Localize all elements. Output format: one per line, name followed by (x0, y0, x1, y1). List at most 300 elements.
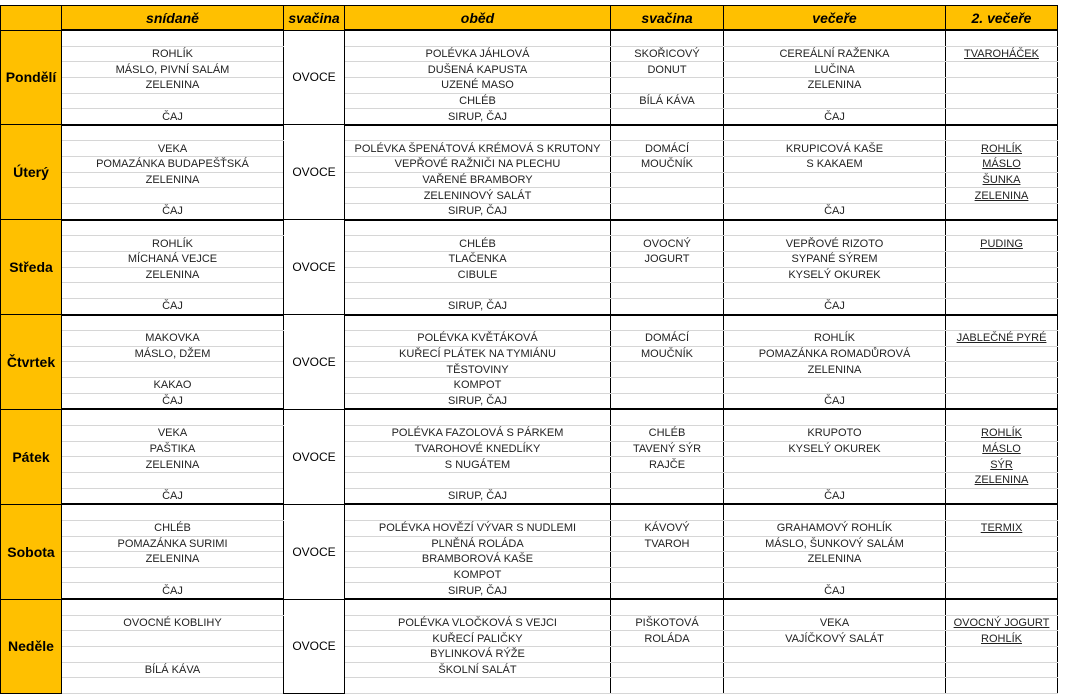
menu-row (1, 172, 1058, 188)
day-label (1, 599, 62, 693)
cell-snidane (62, 251, 284, 267)
cell-svacina-afternoon (611, 520, 724, 536)
cell-svacina-afternoon-text: TVAROH (644, 537, 690, 550)
cell-vecere (724, 472, 946, 488)
cell-obed (345, 220, 611, 236)
cell-obed (345, 662, 611, 678)
cell-druha-vecere (946, 552, 1058, 568)
morning-snack (284, 599, 345, 693)
cell-snidane-text: ZELENINA (145, 458, 200, 471)
cell-vecere-text: ZELENINA (807, 553, 862, 566)
weekly-menu-table (0, 5, 1058, 694)
cell-vecere-text: LUČINA (814, 63, 855, 76)
cell-snidane-text: ZELENINA (145, 553, 200, 566)
cell-snidane (62, 472, 284, 488)
cell-vecere (724, 520, 946, 536)
cell-vecere (724, 298, 946, 314)
header-obed: oběd (345, 6, 611, 31)
cell-obed (345, 504, 611, 520)
cell-obed (345, 346, 611, 362)
day-label (1, 504, 62, 599)
menu-row (1, 298, 1058, 314)
cell-snidane (62, 93, 284, 109)
menu-row (1, 77, 1058, 93)
cell-vecere (724, 662, 946, 678)
header-row (1, 6, 1058, 31)
cell-vecere-text: ČAJ (824, 110, 845, 123)
cell-vecere (724, 615, 946, 631)
cell-obed-text: TLAČENKA (448, 253, 507, 266)
cell-obed-text: SIRUP, ČAJ (447, 395, 508, 408)
cell-vecere-text: VEKA (819, 617, 850, 630)
cell-svacina-afternoon-text: SKOŘICOVÝ (634, 47, 700, 60)
cell-vecere-text: KYSELÝ OKUREK (788, 268, 881, 281)
menu-row (1, 583, 1058, 599)
cell-obed-text: POLÉVKA VLOČKOVÁ S VEJCI (398, 617, 557, 630)
cell-druha-vecere (946, 346, 1058, 362)
cell-svacina-afternoon (611, 77, 724, 93)
cell-svacina-afternoon (611, 172, 724, 188)
cell-snidane (62, 583, 284, 599)
cell-svacina-afternoon-text: MOUČNÍK (641, 158, 693, 171)
cell-snidane (62, 536, 284, 552)
menu-row (1, 125, 1058, 141)
cell-svacina-afternoon-text: KÁVOVÝ (644, 522, 690, 535)
cell-vecere (724, 236, 946, 252)
cell-svacina-afternoon (611, 109, 724, 125)
menu-row (1, 646, 1058, 662)
cell-snidane-text: POMAZÁNKA BUDAPEŠŤSKÁ (96, 158, 249, 171)
morning-snack (284, 409, 345, 504)
cell-svacina-afternoon (611, 662, 724, 678)
cell-svacina-afternoon (611, 615, 724, 631)
cell-obed (345, 157, 611, 173)
cell-vecere (724, 157, 946, 173)
cell-obed-text: POLÉVKA JÁHLOVÁ (425, 47, 530, 60)
menu-row (1, 457, 1058, 473)
menu-body (1, 30, 1058, 693)
cell-vecere (724, 488, 946, 504)
cell-obed (345, 298, 611, 314)
cell-obed (345, 62, 611, 78)
cell-obed (345, 646, 611, 662)
cell-vecere-text: GRAHAMOVÝ ROHLÍK (776, 522, 893, 535)
cell-vecere-text: MÁSLO, ŠUNKOVÝ SALÁM (765, 537, 904, 550)
menu-row (1, 157, 1058, 173)
cell-obed-text: SIRUP, ČAJ (447, 584, 508, 597)
cell-druha-vecere (946, 615, 1058, 631)
cell-svacina-afternoon-text: DOMÁCÍ (645, 142, 689, 155)
cell-svacina-afternoon (611, 457, 724, 473)
cell-svacina-afternoon (611, 346, 724, 362)
cell-snidane (62, 172, 284, 188)
cell-druha-vecere (946, 662, 1058, 678)
cell-svacina-afternoon-text: JOGURT (644, 253, 690, 266)
cell-svacina-afternoon (611, 599, 724, 615)
cell-svacina-afternoon-text: ROLÁDA (644, 632, 690, 645)
cell-druha-vecere-text: PUDING (980, 237, 1023, 250)
day-label-text: Sobota (7, 543, 55, 560)
cell-vecere (724, 599, 946, 615)
morning-snack-text: OVOCE (292, 354, 336, 369)
menu-row (1, 204, 1058, 220)
menu-row (1, 567, 1058, 583)
cell-snidane-text: ČAJ (162, 395, 183, 408)
cell-obed (345, 567, 611, 583)
cell-svacina-afternoon-text: PIŠKOTOVÁ (635, 617, 699, 630)
cell-obed (345, 236, 611, 252)
menu-row (1, 393, 1058, 409)
cell-obed-text: PLNĚNÁ ROLÁDA (431, 537, 524, 550)
menu-row (1, 536, 1058, 552)
cell-svacina-afternoon (611, 488, 724, 504)
cell-svacina-afternoon-text: DONUT (647, 63, 687, 76)
cell-snidane-text: MÍCHANÁ VEJCE (127, 253, 218, 266)
cell-vecere (724, 172, 946, 188)
cell-svacina-afternoon-text: TAVENÝ SÝR (632, 442, 702, 455)
cell-obed-text: SIRUP, ČAJ (447, 110, 508, 123)
morning-snack (284, 220, 345, 315)
cell-snidane (62, 236, 284, 252)
cell-snidane (62, 157, 284, 173)
cell-snidane-text: ROHLÍK (152, 237, 193, 250)
cell-vecere-text: VAJÍČKOVÝ SALÁT (785, 632, 884, 645)
cell-obed (345, 409, 611, 425)
day-label-text: Neděle (8, 638, 54, 655)
cell-vecere-text: ČAJ (824, 300, 845, 313)
day-label (1, 409, 62, 504)
cell-obed (345, 125, 611, 141)
cell-druha-vecere (946, 457, 1058, 473)
cell-obed-text: CIBULE (457, 268, 498, 281)
cell-snidane-text: PAŠTIKA (149, 442, 196, 455)
cell-vecere (724, 646, 946, 662)
cell-svacina-afternoon (611, 46, 724, 62)
cell-obed-text: UZENÉ MASO (441, 79, 514, 92)
cell-snidane (62, 457, 284, 473)
cell-svacina-afternoon (611, 93, 724, 109)
menu-row (1, 46, 1058, 62)
morning-snack (284, 504, 345, 599)
cell-obed (345, 331, 611, 347)
cell-druha-vecere-text: ŠUNKA (982, 174, 1021, 187)
cell-snidane (62, 520, 284, 536)
cell-snidane (62, 141, 284, 157)
cell-svacina-afternoon (611, 236, 724, 252)
cell-druha-vecere-text: MÁSLO (982, 158, 1021, 171)
cell-vecere-text: SYPANÉ SÝREM (791, 253, 878, 266)
cell-svacina-afternoon (611, 267, 724, 283)
cell-snidane (62, 267, 284, 283)
cell-snidane-text: ZELENINA (145, 174, 200, 187)
cell-obed (345, 172, 611, 188)
cell-druha-vecere (946, 46, 1058, 62)
cell-druha-vecere (946, 378, 1058, 394)
cell-svacina-afternoon-text: DOMÁCÍ (645, 332, 689, 345)
cell-obed-text: BYLINKOVÁ RÝŽE (430, 648, 525, 661)
cell-druha-vecere (946, 536, 1058, 552)
cell-svacina-afternoon (611, 331, 724, 347)
cell-druha-vecere (946, 393, 1058, 409)
cell-vecere (724, 30, 946, 46)
cell-svacina-afternoon-text: CHLÉB (648, 427, 686, 440)
cell-druha-vecere (946, 315, 1058, 331)
cell-obed-text: ZELENINOVÝ SALÁT (423, 189, 532, 202)
cell-obed (345, 457, 611, 473)
cell-snidane (62, 504, 284, 520)
cell-svacina-afternoon (611, 220, 724, 236)
cell-snidane-text: VEKA (157, 142, 188, 155)
cell-obed (345, 204, 611, 220)
cell-snidane-text: POMAZÁNKA SURIMI (117, 537, 228, 550)
day-label (1, 220, 62, 315)
cell-druha-vecere (946, 220, 1058, 236)
day-label (1, 315, 62, 410)
menu-row (1, 678, 1058, 694)
cell-snidane-text: VEKA (157, 427, 188, 440)
cell-vecere (724, 331, 946, 347)
cell-vecere (724, 188, 946, 204)
cell-obed (345, 472, 611, 488)
cell-vecere-text: KYSELÝ OKUREK (788, 442, 881, 455)
cell-vecere (724, 46, 946, 62)
cell-snidane (62, 125, 284, 141)
cell-obed (345, 267, 611, 283)
cell-snidane-text: ZELENINA (145, 268, 200, 281)
cell-snidane-text: MÁSLO, PIVNÍ SALÁM (115, 63, 230, 76)
cell-obed-text: POLÉVKA FAZOLOVÁ S PÁRKEM (391, 427, 564, 440)
cell-svacina-afternoon (611, 188, 724, 204)
cell-obed (345, 599, 611, 615)
cell-druha-vecere (946, 267, 1058, 283)
cell-snidane (62, 552, 284, 568)
cell-vecere (724, 504, 946, 520)
cell-snidane (62, 188, 284, 204)
cell-svacina-afternoon (611, 504, 724, 520)
day-label-text: Pondělí (5, 69, 57, 86)
menu-row (1, 504, 1058, 520)
cell-snidane-text: MÁSLO, DŽEM (134, 348, 211, 361)
cell-svacina-afternoon (611, 30, 724, 46)
menu-row (1, 188, 1058, 204)
day-label-text: Pátek (12, 448, 50, 465)
cell-snidane-text: KAKAO (153, 379, 192, 392)
cell-druha-vecere (946, 583, 1058, 599)
cell-druha-vecere (946, 472, 1058, 488)
cell-snidane (62, 204, 284, 220)
morning-snack-text: OVOCE (292, 260, 336, 275)
morning-snack-text: OVOCE (292, 165, 336, 180)
cell-snidane (62, 615, 284, 631)
cell-druha-vecere (946, 62, 1058, 78)
cell-druha-vecere (946, 409, 1058, 425)
cell-vecere (724, 315, 946, 331)
menu-row (1, 109, 1058, 125)
cell-obed (345, 315, 611, 331)
cell-obed-text: ŠKOLNÍ SALÁT (438, 663, 517, 676)
cell-snidane (62, 30, 284, 46)
cell-vecere (724, 93, 946, 109)
cell-svacina-afternoon (611, 298, 724, 314)
cell-svacina-afternoon (611, 552, 724, 568)
cell-druha-vecere (946, 488, 1058, 504)
cell-obed (345, 678, 611, 694)
cell-svacina-afternoon (611, 204, 724, 220)
cell-druha-vecere (946, 631, 1058, 647)
cell-druha-vecere (946, 678, 1058, 694)
menu-row (1, 520, 1058, 536)
day-label-text: Úterý (13, 164, 49, 181)
cell-obed-text: TVAROHOVÉ KNEDLÍKY (414, 442, 541, 455)
cell-druha-vecere-text: TERMIX (980, 522, 1023, 535)
cell-snidane (62, 393, 284, 409)
cell-obed (345, 441, 611, 457)
cell-svacina-afternoon (611, 378, 724, 394)
cell-druha-vecere (946, 236, 1058, 252)
day-label (1, 125, 62, 220)
cell-snidane-text: BÍLÁ KÁVA (144, 663, 201, 676)
cell-druha-vecere-text: JABLEČNÉ PYRÉ (956, 332, 1047, 345)
cell-svacina-afternoon (611, 125, 724, 141)
cell-vecere (724, 426, 946, 442)
cell-snidane (62, 46, 284, 62)
cell-druha-vecere (946, 646, 1058, 662)
cell-snidane (62, 378, 284, 394)
cell-vecere (724, 393, 946, 409)
cell-druha-vecere (946, 157, 1058, 173)
menu-row (1, 220, 1058, 236)
cell-druha-vecere-text: MÁSLO (982, 442, 1021, 455)
cell-obed-text: POLÉVKA HOVĚZÍ VÝVAR S NUDLEMI (378, 522, 577, 535)
cell-snidane-text: ROHLÍK (152, 47, 193, 60)
cell-druha-vecere (946, 172, 1058, 188)
menu-row (1, 331, 1058, 347)
cell-druha-vecere-text: OVOCNÝ JOGURT (953, 617, 1050, 630)
cell-vecere (724, 220, 946, 236)
cell-obed (345, 93, 611, 109)
cell-vecere (724, 267, 946, 283)
cell-obed (345, 615, 611, 631)
cell-druha-vecere (946, 504, 1058, 520)
cell-druha-vecere (946, 331, 1058, 347)
cell-obed (345, 631, 611, 647)
cell-druha-vecere (946, 426, 1058, 442)
cell-vecere-text: ČAJ (824, 205, 845, 218)
cell-druha-vecere (946, 283, 1058, 299)
corner-header (1, 6, 62, 31)
cell-obed-text: KUŘECÍ PLÁTEK NA TYMIÁNU (399, 348, 556, 361)
cell-vecere-text: KRUPICOVÁ KAŠE (785, 142, 884, 155)
cell-obed (345, 520, 611, 536)
cell-snidane-text: MAKOVKA (145, 332, 200, 345)
cell-obed-text: SIRUP, ČAJ (447, 300, 508, 313)
cell-vecere (724, 141, 946, 157)
cell-snidane (62, 283, 284, 299)
cell-snidane (62, 298, 284, 314)
cell-svacina-afternoon (611, 362, 724, 378)
cell-snidane-text: ZELENINA (145, 79, 200, 92)
cell-druha-vecere-text: ZELENINA (974, 474, 1029, 487)
morning-snack (284, 315, 345, 410)
menu-row (1, 599, 1058, 615)
cell-svacina-afternoon (611, 315, 724, 331)
cell-obed-text: SIRUP, ČAJ (447, 205, 508, 218)
cell-snidane-text: ČAJ (162, 110, 183, 123)
cell-snidane (62, 488, 284, 504)
cell-druha-vecere (946, 93, 1058, 109)
cell-obed-text: KUŘECÍ PALIČKY (432, 632, 523, 645)
cell-snidane-text: ČAJ (162, 584, 183, 597)
cell-obed-text: CHLÉB (459, 94, 496, 107)
cell-vecere-text: ROHLÍK (814, 332, 855, 345)
cell-vecere (724, 441, 946, 457)
cell-obed (345, 141, 611, 157)
menu-row (1, 409, 1058, 425)
menu-row (1, 236, 1058, 252)
header-vecere: večeře (724, 6, 946, 31)
cell-obed (345, 362, 611, 378)
cell-snidane (62, 409, 284, 425)
day-label (1, 30, 62, 125)
day-label-text: Čtvrtek (6, 353, 56, 370)
cell-druha-vecere-text: ROHLÍK (981, 427, 1022, 440)
cell-obed (345, 552, 611, 568)
menu-row (1, 283, 1058, 299)
cell-obed-text: TĚSTOVINY (446, 363, 509, 376)
cell-snidane-text: ČAJ (162, 300, 183, 313)
cell-obed-text: CHLÉB (459, 237, 496, 250)
cell-vecere (724, 409, 946, 425)
cell-svacina-afternoon-text: OVOCNÝ (643, 237, 691, 250)
cell-obed-text: POLÉVKA ŠPENÁTOVÁ KRÉMOVÁ S KRUTONY (354, 142, 601, 155)
menu-row (1, 552, 1058, 568)
cell-svacina-afternoon-text: BÍLÁ KÁVA (639, 94, 695, 107)
menu-row (1, 472, 1058, 488)
cell-vecere (724, 678, 946, 694)
cell-vecere (724, 251, 946, 267)
cell-vecere-text: ČAJ (824, 584, 845, 597)
cell-snidane (62, 678, 284, 694)
cell-snidane-text: CHLÉB (154, 522, 191, 535)
cell-svacina-afternoon (611, 157, 724, 173)
cell-vecere (724, 631, 946, 647)
cell-svacina-afternoon (611, 631, 724, 647)
cell-obed (345, 488, 611, 504)
cell-snidane (62, 220, 284, 236)
cell-druha-vecere (946, 520, 1058, 536)
morning-snack (284, 30, 345, 125)
cell-snidane (62, 346, 284, 362)
header-snidane: snídaně (62, 6, 284, 31)
cell-druha-vecere-text: ROHLÍK (981, 142, 1022, 155)
cell-druha-vecere (946, 362, 1058, 378)
header-svacina-afternoon: svačina (611, 6, 724, 31)
cell-druha-vecere-text: TVAROHÁČEK (964, 47, 1039, 60)
cell-snidane (62, 426, 284, 442)
cell-vecere (724, 77, 946, 93)
cell-svacina-afternoon (611, 567, 724, 583)
header-svacina-morning: svačina (284, 6, 345, 31)
menu-row (1, 631, 1058, 647)
cell-obed-text: VEPŘOVÉ RAŽNIČI NA PLECHU (394, 158, 561, 171)
menu-row (1, 346, 1058, 362)
cell-snidane (62, 77, 284, 93)
cell-vecere-text: ČAJ (824, 395, 845, 408)
cell-vecere (724, 283, 946, 299)
morning-snack-text: OVOCE (292, 544, 336, 559)
cell-vecere (724, 125, 946, 141)
cell-svacina-afternoon (611, 251, 724, 267)
